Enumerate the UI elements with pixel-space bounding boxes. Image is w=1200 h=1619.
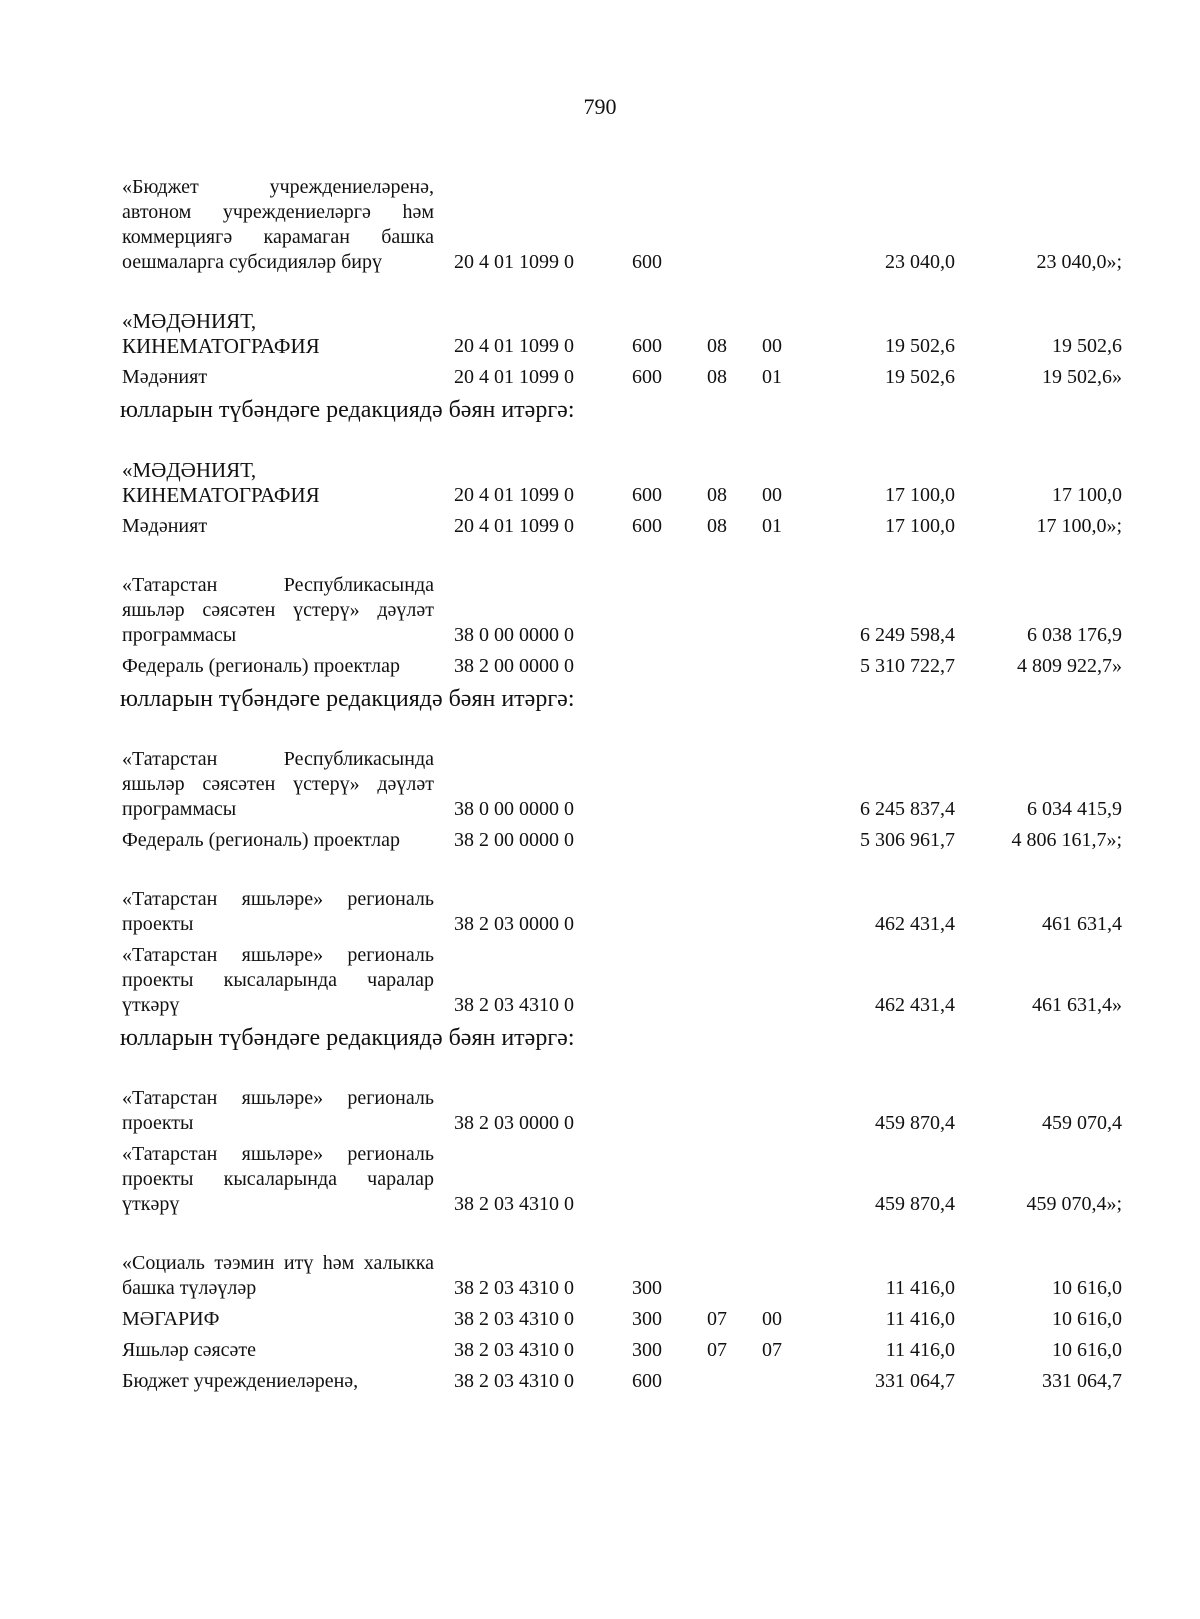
target-code: 38 2 00 0000 0: [454, 655, 574, 677]
row-name: «Татарстан яшьләре» региональ проекты: [122, 888, 434, 935]
expense-type: 600: [632, 335, 662, 357]
row-name: «Татарстан яшьләре» региональ проекты кысаларында чаралар үткәрү: [122, 944, 434, 1016]
page-number: 790: [583, 94, 617, 119]
table-row: [122, 309, 1122, 359]
amount-year-2: 10 616,0: [1052, 1308, 1122, 1330]
instruction-text: юлларын түбәндәге редакциядә бәян итәргә:: [120, 397, 575, 423]
row-name: Мәдәният: [122, 366, 208, 388]
table-row: [122, 365, 1122, 390]
table-block: [122, 1251, 1122, 1394]
table-row: [122, 175, 1122, 275]
amount-year-1: 459 870,4: [875, 1112, 955, 1134]
subsection-code: 07: [762, 1339, 782, 1361]
subsection-code: 01: [762, 515, 782, 537]
row-name: МӘГАРИФ: [122, 1308, 220, 1330]
amount-year-2: 4 806 161,7»;: [1011, 829, 1122, 851]
row-name: Мәдәният: [122, 515, 208, 537]
amount-year-2: 17 100,0: [1052, 484, 1122, 506]
row-name: «МӘДӘНИЯТ, КИНЕМАТОГРАФИЯ: [122, 309, 320, 358]
table-row: [122, 828, 1122, 853]
target-code: 38 0 00 0000 0: [454, 798, 574, 820]
row-name: «Татарстан Республикасында яшьләр сәясәтен үстерү» дәүләт программасы: [122, 748, 434, 820]
table-row: [122, 747, 1122, 822]
amount-year-2: 10 616,0: [1052, 1277, 1122, 1299]
table-row: [122, 1086, 1122, 1136]
amount-year-2: 459 070,4: [1042, 1112, 1122, 1134]
amount-year-2: 19 502,6: [1052, 335, 1122, 357]
amount-year-2: 23 040,0»;: [1036, 251, 1122, 273]
target-code: 20 4 01 1099 0: [454, 484, 574, 506]
table-row: [122, 1338, 1122, 1363]
amount-year-1: 11 416,0: [885, 1339, 955, 1361]
budget-table: [122, 175, 1122, 1400]
amount-year-2: 6 038 176,9: [1027, 624, 1122, 646]
table-row: [122, 654, 1122, 679]
table-row: [122, 943, 1122, 1018]
expense-type: 600: [632, 251, 662, 273]
table-block: [122, 747, 1122, 853]
amount-year-1: 6 245 837,4: [860, 798, 955, 820]
row-name: Федераль (региональ) проектлар: [122, 829, 400, 851]
table-row: [122, 458, 1122, 508]
subsection-code: 00: [762, 1308, 782, 1330]
row-name: «Татарстан яшьләре» региональ проекты кысаларында чаралар үткәрү: [122, 1143, 434, 1215]
target-code: 38 2 03 0000 0: [454, 1112, 574, 1134]
amount-year-1: 17 100,0: [885, 484, 955, 506]
row-name: Бюджет учреждениеләренә,: [122, 1370, 359, 1392]
amount-year-1: 462 431,4: [875, 913, 955, 935]
table-row: [122, 1142, 1122, 1217]
amount-year-2: 17 100,0»;: [1036, 515, 1122, 537]
target-code: 38 2 03 4310 0: [454, 1339, 574, 1361]
amount-year-1: 331 064,7: [875, 1370, 955, 1392]
amount-year-1: 11 416,0: [885, 1277, 955, 1299]
expense-type: 600: [632, 515, 662, 537]
target-code: 38 0 00 0000 0: [454, 624, 574, 646]
amount-year-2: 10 616,0: [1052, 1339, 1122, 1361]
section-code: 07: [707, 1339, 727, 1361]
row-name: «МӘДӘНИЯТ, КИНЕМАТОГРАФИЯ: [122, 458, 320, 507]
table-row: [122, 573, 1122, 648]
amount-year-1: 19 502,6: [885, 366, 955, 388]
table-block: [122, 309, 1122, 424]
table-row: [122, 1251, 1122, 1301]
table-block: [122, 1086, 1122, 1217]
expense-type: 300: [632, 1308, 662, 1330]
table-row: [122, 1307, 1122, 1332]
section-code: 08: [707, 484, 727, 506]
amount-year-1: 5 306 961,7: [860, 829, 955, 851]
table-row: [122, 887, 1122, 937]
section-code: 08: [707, 366, 727, 388]
amount-year-2: 6 034 415,9: [1027, 798, 1122, 820]
subsection-code: 00: [762, 484, 782, 506]
table-row: [122, 1369, 1122, 1394]
expense-type: 300: [632, 1277, 662, 1299]
expense-type: 300: [632, 1339, 662, 1361]
row-name: «Бюджет учреждениеләренә, автоном учреждениеләргә һәм коммерциягә карамаган башка оешмаларга субсидияләр бирү: [122, 176, 434, 273]
subsection-code: 01: [762, 366, 782, 388]
subsection-code: 00: [762, 335, 782, 357]
expense-type: 600: [632, 366, 662, 388]
target-code: 20 4 01 1099 0: [454, 366, 574, 388]
amount-year-2: 461 631,4: [1042, 913, 1122, 935]
section-code: 08: [707, 335, 727, 357]
target-code: 20 4 01 1099 0: [454, 515, 574, 537]
target-code: 38 2 03 0000 0: [454, 913, 574, 935]
amount-year-1: 17 100,0: [885, 515, 955, 537]
amount-year-1: 19 502,6: [885, 335, 955, 357]
table-block: [122, 573, 1122, 713]
amount-year-1: 11 416,0: [885, 1308, 955, 1330]
target-code: 38 2 03 4310 0: [454, 994, 574, 1016]
target-code: 38 2 03 4310 0: [454, 1277, 574, 1299]
section-code: 08: [707, 515, 727, 537]
amount-year-2: 461 631,4»: [1032, 994, 1122, 1016]
amount-year-2: 459 070,4»;: [1026, 1193, 1122, 1215]
section-code: 07: [707, 1308, 727, 1330]
row-name: «Татарстан яшьләре» региональ проекты: [122, 1087, 434, 1134]
amount-year-1: 459 870,4: [875, 1193, 955, 1215]
amount-year-1: 6 249 598,4: [860, 624, 955, 646]
target-code: 38 2 03 4310 0: [454, 1370, 574, 1392]
row-name: Яшьләр сәясәте: [122, 1339, 257, 1361]
target-code: 20 4 01 1099 0: [454, 335, 574, 357]
table-block: [122, 175, 1122, 275]
table-row: [122, 514, 1122, 539]
target-code: 38 2 03 4310 0: [454, 1193, 574, 1215]
amount-year-2: 19 502,6»: [1042, 366, 1122, 388]
expense-type: 600: [632, 1370, 662, 1392]
row-name: Федераль (региональ) проектлар: [122, 655, 400, 677]
target-code: 38 2 03 4310 0: [454, 1308, 574, 1330]
target-code: 38 2 00 0000 0: [454, 829, 574, 851]
table-block: [122, 458, 1122, 539]
row-name: «Социаль тәэмин итү һәм халыкка башка түләүләр: [122, 1252, 434, 1299]
row-name: «Татарстан Республикасында яшьләр сәясәтен үстерү» дәүләт программасы: [122, 574, 434, 646]
amount-year-1: 23 040,0: [885, 251, 955, 273]
target-code: 20 4 01 1099 0: [454, 251, 574, 273]
amount-year-2: 331 064,7: [1042, 1370, 1122, 1392]
amount-year-1: 462 431,4: [875, 994, 955, 1016]
amount-year-2: 4 809 922,7»: [1017, 655, 1122, 677]
table-block: [122, 887, 1122, 1052]
amount-year-1: 5 310 722,7: [860, 655, 955, 677]
instruction-text: юлларын түбәндәге редакциядә бәян итәргә:: [120, 686, 575, 712]
expense-type: 600: [632, 484, 662, 506]
instruction-text: юлларын түбәндәге редакциядә бәян итәргә:: [120, 1025, 575, 1051]
